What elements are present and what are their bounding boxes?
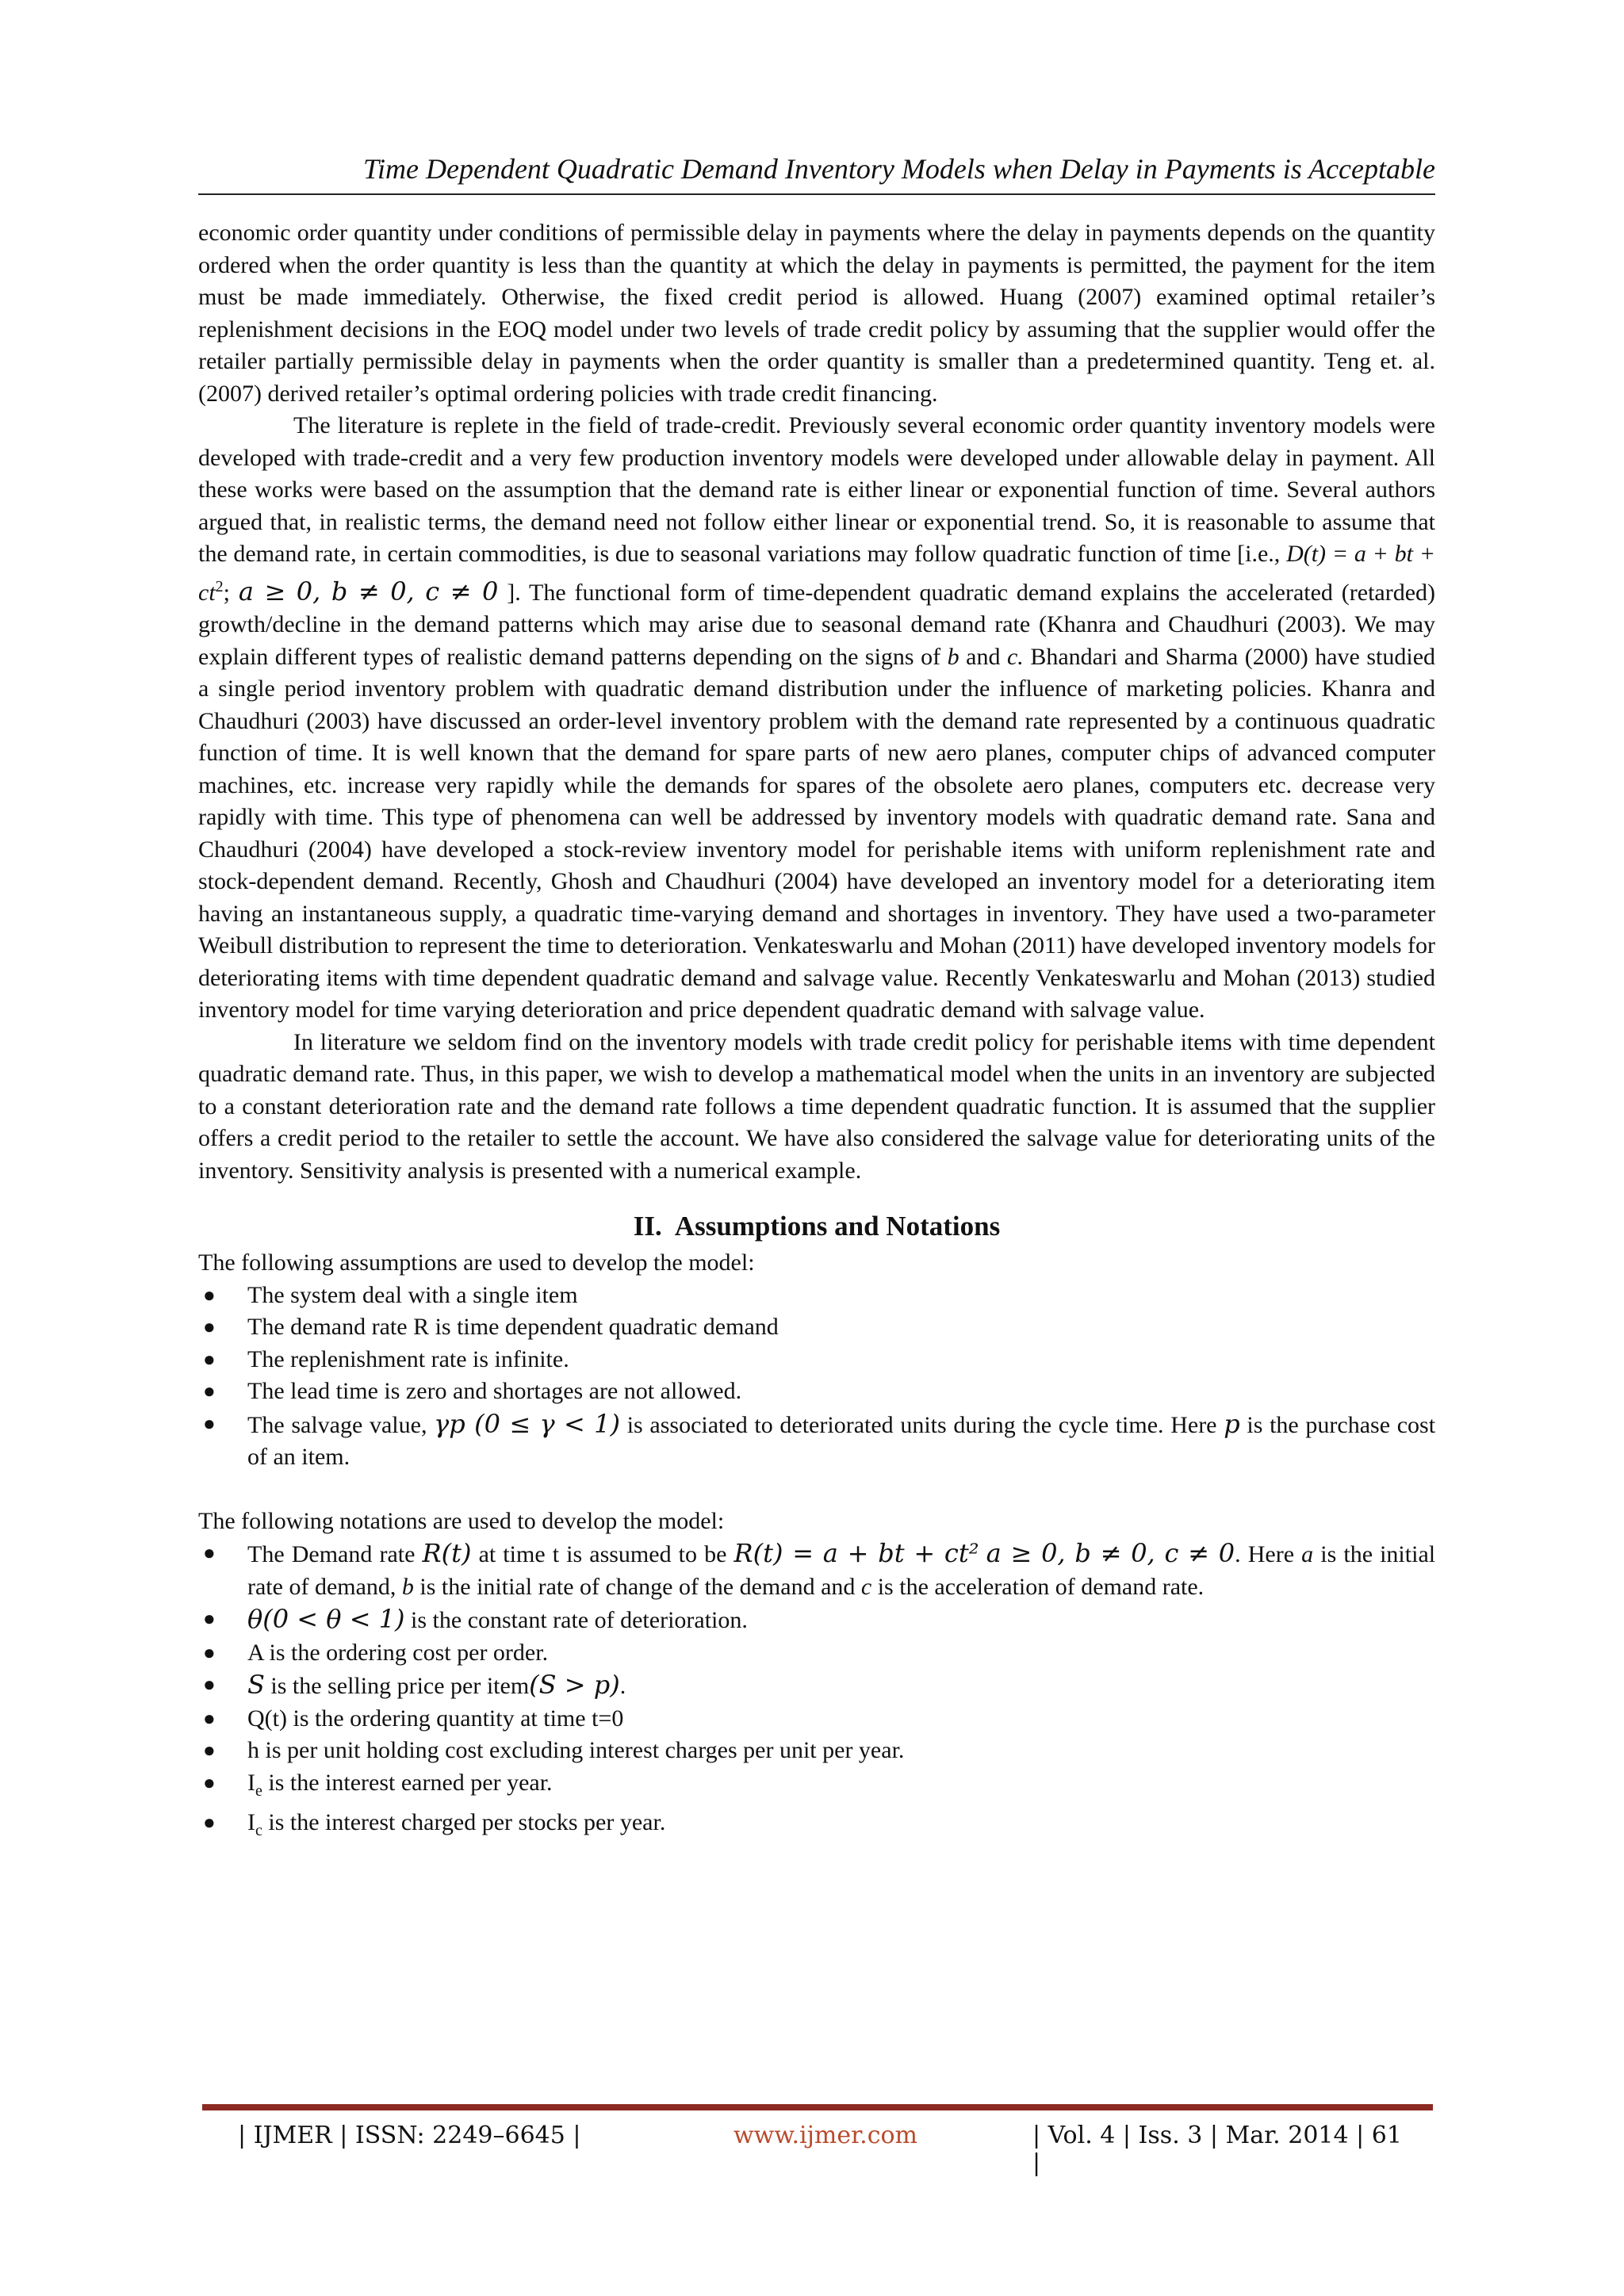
- paragraph-text: In literature we seldom find on the inventory models with trade credit policy for perishable items with time dependent quadratic demand rate. Thus, in this paper, we wish to develop a mathematical model when the units in an inventory are subjected to a constant deterioration rate and the demand rate follows a time dependent quadratic function. It is assumed that the supplier offers a credit period to the retailer to settle the account. We have also considered the salvage value for deteriorating units of the inventory. Sensitivity analysis is presented with a numerical example.: [198, 1028, 1435, 1184]
- bullet-icon: ●: [203, 1706, 216, 1730]
- list-item-text: is associated to deteriorated units during the cycle time. Here: [626, 1411, 1217, 1438]
- variable-c: c.: [1006, 643, 1024, 670]
- list-item-text: Q(t) is the ordering quantity at time t=0: [247, 1705, 624, 1732]
- list-item: [198, 1311, 1435, 1344]
- bullet-icon: ●: [203, 1640, 216, 1664]
- list-item-text: The demand rate R is time dependent quadratic demand: [247, 1314, 779, 1340]
- list-item: [198, 1637, 1435, 1670]
- page-content: [198, 151, 1435, 1847]
- notations-intro: The following notations are used to develop the model:: [198, 1507, 725, 1534]
- footer-link[interactable]: www.ijmer.com: [733, 2122, 918, 2149]
- list-item: [198, 1603, 1435, 1637]
- inline-equation: θ(0 < θ < 1): [247, 1604, 405, 1634]
- paragraph-text: ]. The functional form of time-dependent quadratic demand explains the accelerated (retarded) growth/decline in the demand patterns which may arise due to seasonal demand rate (Khanra and Chaudhuri (2003). We may explain different types of realistic demand patterns depending on the signs of: [198, 579, 1436, 670]
- bullet-icon: ●: [203, 1673, 216, 1696]
- list-item: [198, 1669, 1435, 1703]
- list-item-text: A is the ordering cost per order.: [247, 1639, 549, 1666]
- paragraph-text: The literature is replete in the field of trade-credit. Previously several economic order quantity inventory models were developed with trade-credit and a very few production inventory models were developed under allowable delay in payment. All these works were based on the assumption that the demand rate is either linear or exponential function of time. Several authors argued that, in realistic terms, the demand need not follow either linear or exponential trend. So, it is reasonable to assume that the demand rate, in certain commodities, is due to seasonal variations may follow quadratic function of time [i.e.,: [198, 412, 1435, 567]
- section-title: Assumptions and Notations: [674, 1211, 1001, 1242]
- list-item: [198, 1408, 1435, 1474]
- footer-volume: | Vol. 4 | Iss. 3 | Mar. 2014 | 61 |: [1032, 2122, 1402, 2177]
- list-item: [198, 1735, 1435, 1767]
- list-item: [198, 1344, 1435, 1376]
- paragraph-text: economic order quantity under conditions of permissible delay in payments where the delay in payments depends on the quantity ordered when the order quantity is less than the quantity at which the delay in payments is permitted, the payment for the item must be made immediately. Otherwise, the fixed credit period is allowed. Huang (2007) examined optimal retailer’s replenishment decisions in the EOQ model under two levels of trade credit policy by assuming that the supplier would offer the retailer partially permissible delay in payments when the order quantity is smaller than a predetermined quantity. Teng et. al. (2007) derived retailer’s optimal ordering policies with trade credit financing.: [198, 220, 1435, 407]
- inline-equation: R(t) = a + bt + ct²: [733, 1538, 979, 1568]
- symbol-I: I: [247, 1809, 255, 1835]
- variable-s: S: [247, 1670, 265, 1700]
- bullet-icon: ●: [203, 1283, 216, 1307]
- list-item-text: The lead time is zero and shortages are not allowed.: [247, 1378, 742, 1404]
- list-item-text: . Here: [1235, 1541, 1295, 1567]
- symbol-subscript: e: [255, 1781, 262, 1800]
- section-number: II.: [633, 1211, 662, 1242]
- symbol-subscript: c: [255, 1822, 262, 1839]
- list-item: [198, 1767, 1435, 1808]
- list-item: [198, 1807, 1435, 1847]
- bullet-icon: ●: [203, 1607, 216, 1630]
- paragraph: [198, 1027, 1435, 1188]
- variable-b: b: [401, 1573, 414, 1600]
- list-item-text: at time t is assumed to be: [478, 1541, 727, 1567]
- equation-superscript: 2: [215, 577, 224, 595]
- assumptions-list: [198, 1280, 1435, 1474]
- list-item-text: h is per unit holding cost excluding interest charges per unit per year.: [247, 1737, 905, 1763]
- bullet-icon: ●: [203, 1770, 216, 1794]
- list-item-text: is the acceleration of demand rate.: [877, 1573, 1205, 1600]
- conjunction: and: [966, 643, 1001, 670]
- footer-rule: [202, 2104, 1433, 2110]
- list-item: [198, 1537, 1435, 1603]
- list-item-text: The Demand rate: [247, 1541, 416, 1567]
- assumptions-intro: The following assumptions are used to develop the model:: [198, 1249, 755, 1276]
- paragraph: [198, 410, 1435, 1027]
- inline-equation: a ≥ 0, b ≠ 0, c ≠ 0: [238, 576, 499, 607]
- separator: ;: [223, 579, 230, 606]
- variable-b: b: [947, 643, 959, 670]
- variable-a: a: [1301, 1541, 1314, 1567]
- variable-c: c: [860, 1573, 872, 1600]
- bullet-icon: ●: [203, 1347, 216, 1371]
- list-item: [198, 1703, 1435, 1735]
- list-item-text: The replenishment rate is infinite.: [247, 1345, 569, 1372]
- paragraph: [198, 217, 1435, 410]
- list-item-text: is the constant rate of deterioration.: [411, 1607, 748, 1633]
- variable-p: p: [1224, 1408, 1240, 1439]
- footer-journal: | IJMER | ISSN: 2249–6645 |: [238, 2122, 581, 2149]
- bullet-icon: ●: [203, 1380, 216, 1402]
- list-item-text: is the purchase cost of an item.: [247, 1411, 1436, 1470]
- inline-equation: γp (0 ≤ γ < 1): [434, 1408, 621, 1439]
- list-item-text: The salvage value,: [247, 1411, 427, 1438]
- notations-list: [198, 1537, 1435, 1847]
- inline-equation: a ≥ 0, b ≠ 0, c ≠ 0: [986, 1538, 1235, 1568]
- inline-equation: R(t): [422, 1538, 472, 1568]
- list-item-text: is the selling price per item: [270, 1673, 530, 1699]
- running-title: Time Dependent Quadratic Demand Inventory Models when Delay in Payments is Acceptable: [198, 151, 1435, 195]
- section-heading: [198, 1211, 1435, 1242]
- symbol-I: I: [247, 1769, 255, 1796]
- bullet-icon: ●: [203, 1411, 216, 1435]
- list-item: [198, 1376, 1435, 1408]
- bullet-icon: ●: [203, 1811, 216, 1834]
- list-item-text: is the interest charged per stocks per year.: [268, 1809, 666, 1835]
- inline-equation: (S > p): [529, 1670, 620, 1700]
- inline-equation: D(t) = a + bt + ct: [198, 541, 1435, 606]
- bullet-icon: ●: [203, 1541, 216, 1564]
- list-item: [198, 1280, 1435, 1312]
- list-item-text: is the initial rate of change of the demand and: [419, 1573, 856, 1600]
- list-item-text: The system deal with a single item: [247, 1281, 578, 1308]
- bullet-icon: ●: [203, 1315, 216, 1338]
- bullet-icon: ●: [203, 1739, 216, 1762]
- list-item-text: is the initial rate of demand,: [247, 1541, 1436, 1600]
- paragraph-text: Bhandari and Sharma (2000) have studied a single period inventory problem with quadratic demand distribution under the influence of marketing policies. Khanra and Chaudhuri (2003) have discussed an order-level inventory problem with the demand rate represented by a continuous quadratic function of time. It is well known that the demand for spare parts of new aero planes, computer chips of advanced computer machines, etc. increase very rapidly while the demands for spares of the obsolete aero planes, computers etc. decrease very rapidly with time. This type of phenomena can well be addressed by inventory models with quadratic demand rate. Sana and Chaudhuri (2004) have developed a stock-review inventory model for perishable items with uniform replenishment rate and stock-dependent demand. Recently, Ghosh and Chaudhuri (2004) have developed an inventory model for a deteriorating item having an instantaneous supply, a quadratic time-varying demand and shortages in inventory. They have used a two-parameter Weibull distribution to represent the time to deterioration. Venkateswarlu and Mohan (2011) have developed inventory models for deteriorating items with time dependent quadratic demand and salvage value. Recently Venkateswarlu and Mohan (2013) studied inventory model for time varying deterioration and price dependent quadratic demand with salvage value.: [198, 643, 1436, 1023]
- list-item-text: is the interest earned per year.: [268, 1769, 553, 1796]
- list-item-text: .: [619, 1673, 626, 1699]
